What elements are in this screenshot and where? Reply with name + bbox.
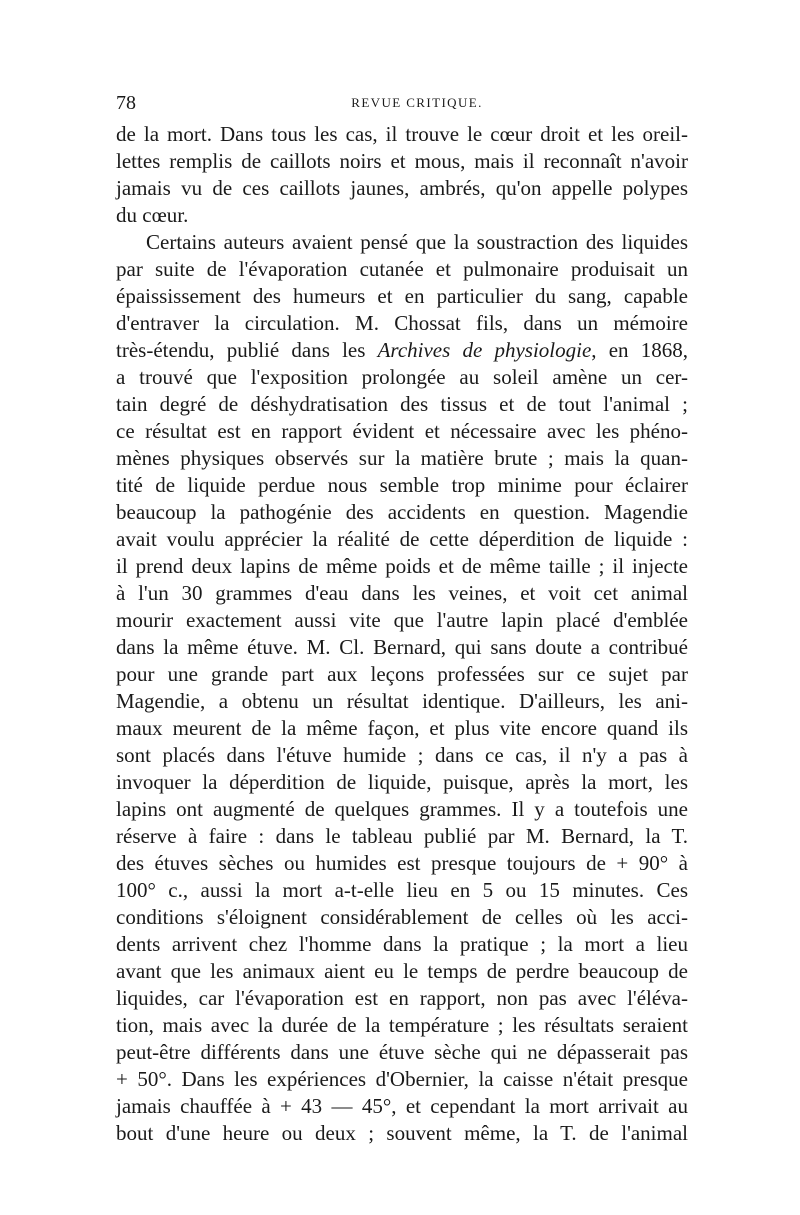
text-line: 100° c., aussi la mort a-t-elle lieu en 5 ou 15 minutes. Ces: [116, 878, 688, 902]
text-line: il prend deux lapins de même poids et de même taille ; il injecte: [116, 554, 688, 578]
text-line: jamais chauffée à + 43 — 45°, et cependant la mort arrivait au: [116, 1094, 688, 1118]
text-line: conditions s'éloignent considérablement de celles où les acci-: [116, 905, 688, 929]
text-line: par suite de l'évaporation cutanée et pulmonaire produisait un: [116, 257, 688, 281]
text-line: tain degré de déshydratisation des tissus et de tout l'animal ;: [116, 392, 688, 416]
text-line: très-étendu, publié dans les Archives de physiologie, en 1868,: [116, 338, 688, 362]
text-line: mènes physiques observés sur la matière brute ; mais la quan-: [116, 446, 688, 470]
text-line: lettes remplis de caillots noirs et mous, mais il reconnaît n'avoir: [116, 149, 688, 173]
journal-title: Archives de physiologie: [377, 338, 592, 362]
text-line: mourir exactement aussi vite que l'autre lapin placé d'emblée: [116, 608, 688, 632]
text-line: réserve à faire : dans le tableau publié par M. Bernard, la T.: [116, 824, 688, 848]
text-line: Certains auteurs avaient pensé que la soustraction des liquides: [146, 230, 688, 254]
text-line: maux meurent de la même façon, et plus vite encore quand ils: [116, 716, 688, 740]
text-line: pour une grande part aux leçons professées sur ce sujet par: [116, 662, 688, 686]
text-line: liquides, car l'évaporation est en rapport, non pas avec l'éléva-: [116, 986, 688, 1010]
text-line: beaucoup la pathogénie des accidents en question. Magendie: [116, 500, 688, 524]
text-line: ce résultat est en rapport évident et nécessaire avec les phéno-: [116, 419, 688, 443]
text-line: invoquer la déperdition de liquide, puisque, après la mort, les: [116, 770, 688, 794]
text-line: sont placés dans l'étuve humide ; dans ce cas, il n'y a pas à: [116, 743, 688, 767]
text-line: Magendie, a obtenu un résultat identique. D'ailleurs, les ani-: [116, 689, 688, 713]
text-line: avant que les animaux aient eu le temps de perdre beaucoup de: [116, 959, 688, 983]
running-head: REVUE CRITIQUE.: [351, 95, 483, 110]
text-line: tion, mais avec la durée de la température ; les résultats seraient: [116, 1013, 688, 1037]
text-line: d'entraver la circulation. M. Chossat fils, dans un mémoire: [116, 311, 688, 335]
page-number: 78: [116, 92, 136, 114]
text-line: jamais vu de ces caillots jaunes, ambrés, qu'on appelle polypes: [116, 176, 688, 200]
text-line: des étuves sèches ou humides est presque toujours de + 90° à: [116, 851, 688, 875]
paragraph: [116, 121, 688, 229]
paragraph: [116, 229, 688, 1147]
page-header: [116, 92, 688, 118]
text-line: dents arrivent chez l'homme dans la pratique ; la mort a lieu: [116, 932, 688, 956]
text-line: épaississement des humeurs et en particulier du sang, capable: [116, 284, 688, 308]
text-line: à l'un 30 grammes d'eau dans les veines, et voit cet animal: [116, 581, 688, 605]
text-line: tité de liquide perdue nous semble trop minime pour éclairer: [116, 473, 688, 497]
text-line: bout d'une heure ou deux ; souvent même, la T. de l'animal: [116, 1121, 688, 1145]
text-line: + 50°. Dans les expériences d'Obernier, la caisse n'était presque: [116, 1067, 688, 1091]
text-line: du cœur.: [116, 203, 189, 227]
text-line: dans la même étuve. M. Cl. Bernard, qui sans doute a contribué: [116, 635, 688, 659]
text-line: peut-être différents dans une étuve sèche qui ne dépasserait pas: [116, 1040, 688, 1064]
text-line: avait voulu apprécier la réalité de cette déperdition de liquide :: [116, 527, 688, 551]
text-line: de la mort. Dans tous les cas, il trouve le cœur droit et les oreil-: [116, 122, 688, 146]
text-line: lapins ont augmenté de quelques grammes. Il y a toutefois une: [116, 797, 688, 821]
body-text: [116, 121, 688, 1147]
text-line: a trouvé que l'exposition prolongée au soleil amène un cer-: [116, 365, 688, 389]
